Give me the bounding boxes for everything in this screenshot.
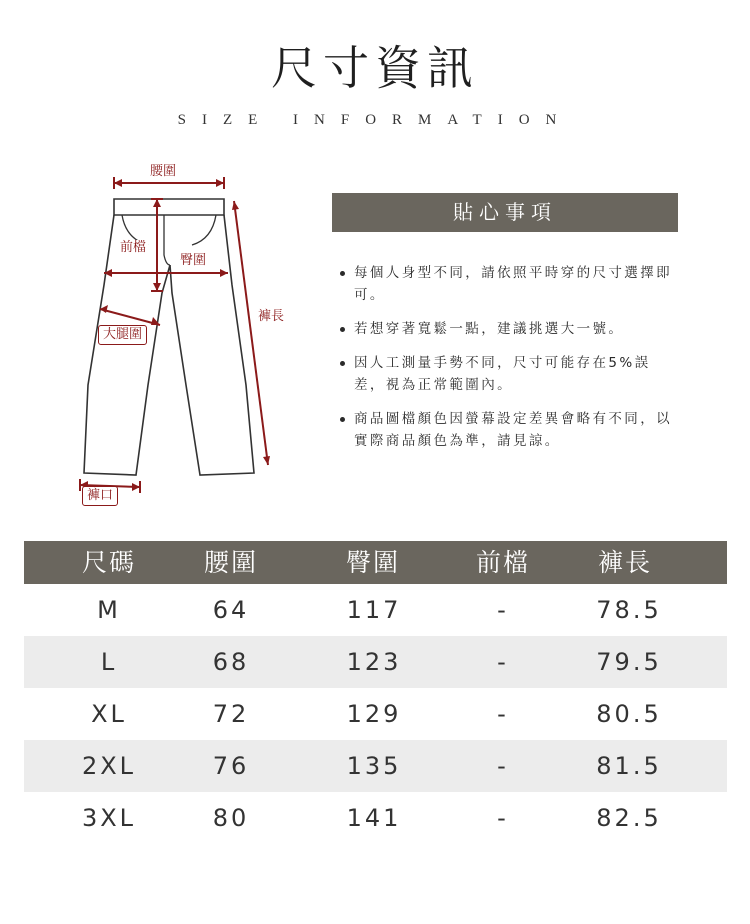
cell-length: 80.5 [596, 700, 662, 728]
bullet-icon [340, 361, 345, 366]
cell-length: 79.5 [596, 648, 662, 676]
table-row [24, 636, 727, 688]
cell-length: 82.5 [596, 804, 662, 832]
tip-item: 商品圖檔顏色因螢幕設定差異會略有不同，以實際商品顏色為準，請見諒。 [338, 408, 678, 452]
cell-size: XL [91, 700, 127, 728]
cell-hip: 117 [346, 596, 402, 624]
cell-waist: 72 [212, 700, 250, 728]
column-header-length: 褲長 [597, 547, 652, 577]
cell-waist: 68 [212, 648, 250, 676]
bullet-icon [340, 271, 345, 276]
cell-size: 2XL [81, 752, 137, 780]
table-header-row [24, 541, 727, 584]
front-rise-label: 前檔 [120, 240, 147, 255]
table-row [24, 792, 727, 844]
tip-item: 若想穿著寬鬆一點，建議挑選大一號。 [338, 318, 678, 340]
column-header-rise: 前檔 [475, 547, 530, 577]
hem-label: 褲口 [82, 486, 118, 506]
hip-label: 臀圍 [180, 253, 207, 268]
column-header-hip: 臀圍 [345, 547, 400, 577]
thigh-label: 大腿圍 [98, 325, 147, 345]
cell-hip: 135 [346, 752, 402, 780]
column-header-waist: 腰圍 [203, 547, 258, 577]
cell-length: 78.5 [596, 596, 662, 624]
size-table [24, 541, 727, 844]
cell-size: M [97, 596, 121, 624]
column-header-size: 尺碼 [81, 547, 136, 577]
bullet-icon [340, 417, 345, 422]
cell-rise: - [497, 804, 509, 832]
cell-rise: - [497, 700, 509, 728]
page-title: 尺寸資訊 [271, 41, 479, 95]
cell-hip: 141 [346, 804, 402, 832]
table-row [24, 740, 727, 792]
cell-size: 3XL [81, 804, 137, 832]
cell-length: 81.5 [596, 752, 662, 780]
pants-outline-illustration [60, 155, 300, 515]
cell-hip: 129 [346, 700, 402, 728]
tips-header: 貼心事項 [332, 193, 678, 232]
pants-diagram [60, 155, 300, 515]
cell-rise: - [497, 752, 509, 780]
cell-waist: 64 [212, 596, 250, 624]
tip-item: 因人工測量手勢不同，尺寸可能存在5%誤差，視為正常範圍內。 [338, 352, 678, 396]
tip-item: 每個人身型不同，請依照平時穿的尺寸選擇即可。 [338, 262, 678, 306]
cell-rise: - [497, 596, 509, 624]
tips-list [338, 262, 678, 464]
cell-rise: - [497, 648, 509, 676]
length-label: 褲長 [258, 309, 285, 324]
bullet-icon [340, 327, 345, 332]
table-row [24, 584, 727, 636]
table-row [24, 688, 727, 740]
cell-waist: 76 [212, 752, 250, 780]
cell-hip: 123 [346, 648, 402, 676]
cell-waist: 80 [212, 804, 250, 832]
waist-label: 腰圍 [150, 164, 177, 179]
page-subtitle: SIZE INFORMATION [177, 112, 573, 128]
cell-size: L [100, 648, 118, 676]
